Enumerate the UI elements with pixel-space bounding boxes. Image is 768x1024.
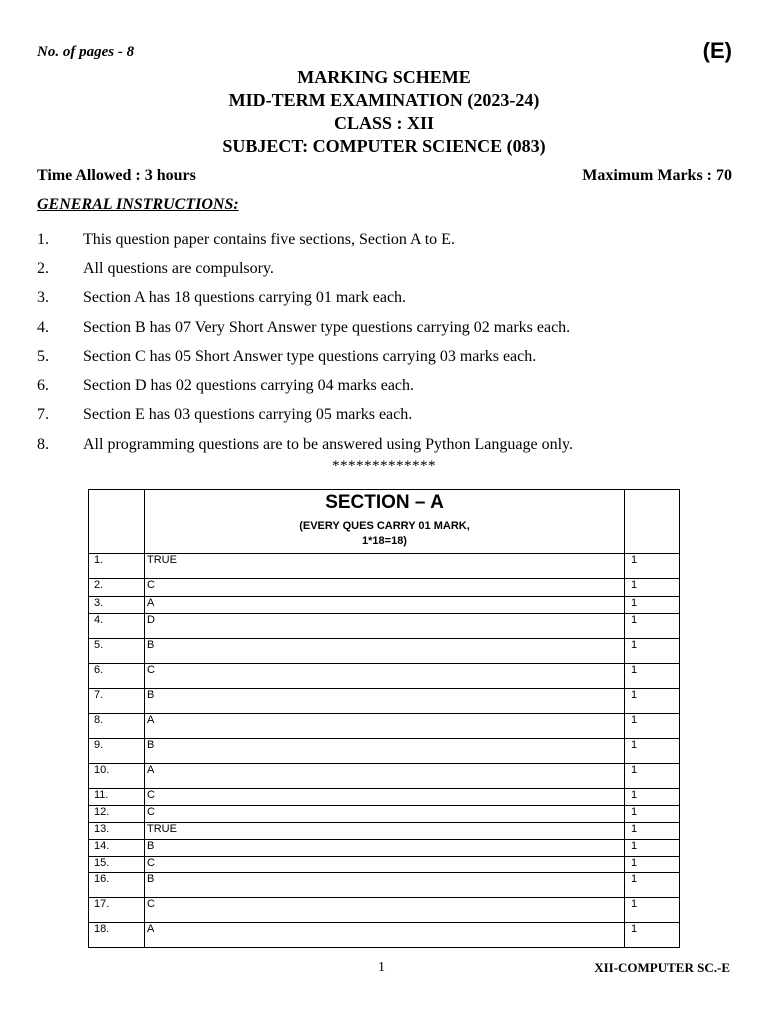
section-title: SECTION – A: [325, 492, 444, 513]
answer-row: [89, 579, 680, 597]
title-line: MARKING SCHEME: [297, 67, 471, 87]
answer-row: [89, 554, 680, 579]
instruction-item: [37, 430, 573, 459]
instruction-number: 4.: [37, 318, 49, 336]
marks-cell: 1: [625, 898, 680, 923]
question-number: 4.: [89, 614, 145, 639]
footer-code: XII-COMPUTER SC.-E: [594, 960, 730, 975]
instruction-item: [37, 342, 573, 371]
answer-row: [89, 806, 680, 823]
section-subtitle-line: 1*18=18): [362, 535, 407, 547]
question-number: 2.: [89, 579, 145, 597]
instruction-item: [37, 225, 573, 254]
question-number: 3.: [89, 597, 145, 614]
answer-cell: TRUE: [145, 823, 625, 840]
instruction-text: This question paper contains five sections, Section A to E.: [83, 230, 455, 248]
title-line: SUBJECT: COMPUTER SCIENCE (083): [222, 136, 546, 156]
question-number: 8.: [89, 714, 145, 739]
answer-cell: C: [145, 664, 625, 689]
marks-cell: 1: [625, 714, 680, 739]
instruction-text: Section A has 18 questions carrying 01 mark each.: [83, 289, 407, 307]
answer-cell: C: [145, 579, 625, 597]
answer-cell: B: [145, 639, 625, 664]
answer-row: [89, 898, 680, 923]
question-number: 5.: [89, 639, 145, 664]
instruction-text: Section C has 05 Short Answer type questions carrying 03 marks each.: [83, 347, 537, 365]
question-number: 9.: [89, 739, 145, 764]
question-number: 10.: [89, 764, 145, 789]
answer-row: [89, 689, 680, 714]
question-number: 1.: [89, 554, 145, 579]
instruction-number: 7.: [37, 406, 49, 424]
instruction-number: 5.: [37, 347, 49, 365]
answer-row: [89, 639, 680, 664]
instruction-item: [37, 313, 573, 342]
question-number: 13.: [89, 823, 145, 840]
marks-cell: 1: [625, 840, 680, 857]
question-number: 18.: [89, 923, 145, 948]
instruction-text: All programming questions are to be answered using Python Language only.: [83, 435, 573, 453]
instruction-number: 1.: [37, 230, 49, 248]
answer-cell: A: [145, 714, 625, 739]
instruction-number: 3.: [37, 289, 49, 307]
answer-row: [89, 739, 680, 764]
header-empty-cell: [89, 490, 145, 554]
marks-cell: 1: [625, 639, 680, 664]
answer-cell: C: [145, 898, 625, 923]
marks-cell: 1: [625, 664, 680, 689]
question-number: 16.: [89, 873, 145, 898]
max-marks: Maximum Marks : 70: [582, 167, 732, 184]
answer-cell: A: [145, 923, 625, 948]
instructions-list: [37, 225, 573, 459]
page-number: 1: [378, 960, 385, 975]
answer-cell: C: [145, 806, 625, 823]
instruction-number: 6.: [37, 377, 49, 395]
instruction-text: Section D has 02 questions carrying 04 marks each.: [83, 377, 415, 395]
answer-row: [89, 857, 680, 873]
title-line: CLASS : XII: [333, 113, 435, 133]
instruction-item: [37, 371, 573, 400]
header-empty-cell: [625, 490, 680, 554]
instruction-item: [37, 284, 573, 313]
separator-stars: *************: [332, 458, 436, 474]
question-number: 15.: [89, 857, 145, 873]
marks-cell: 1: [625, 857, 680, 873]
marks-cell: 1: [625, 554, 680, 579]
title-line: MID-TERM EXAMINATION (2023-24): [228, 90, 540, 110]
answer-row: [89, 614, 680, 639]
marks-cell: 1: [625, 764, 680, 789]
answer-cell: B: [145, 873, 625, 898]
section-subtitle-line: (EVERY QUES CARRY 01 MARK,: [299, 520, 470, 532]
section-subtitle: [147, 519, 622, 549]
marks-cell: 1: [625, 689, 680, 714]
instruction-text: All questions are compulsory.: [83, 259, 274, 277]
section-header-row: [89, 490, 680, 554]
question-number: 7.: [89, 689, 145, 714]
marks-cell: 1: [625, 873, 680, 898]
answer-cell: TRUE: [145, 554, 625, 579]
instruction-number: 2.: [37, 259, 49, 277]
marks-cell: 1: [625, 597, 680, 614]
question-number: 11.: [89, 789, 145, 806]
answer-row: [89, 597, 680, 614]
answer-cell: B: [145, 739, 625, 764]
answer-row: [89, 764, 680, 789]
answer-row: [89, 923, 680, 948]
answer-cell: B: [145, 689, 625, 714]
marks-cell: 1: [625, 739, 680, 764]
marks-cell: 1: [625, 823, 680, 840]
answer-cell: A: [145, 597, 625, 614]
answer-cell: C: [145, 789, 625, 806]
answer-row: [89, 789, 680, 806]
section-a-table: [88, 489, 680, 948]
answer-cell: A: [145, 764, 625, 789]
document-title-block: [0, 66, 768, 158]
time-allowed: Time Allowed : 3 hours: [37, 167, 196, 184]
marks-cell: 1: [625, 806, 680, 823]
pages-note: No. of pages - 8: [37, 44, 135, 60]
answer-cell: B: [145, 840, 625, 857]
instruction-text: Section E has 03 questions carrying 05 marks each.: [83, 406, 413, 424]
answer-row: [89, 664, 680, 689]
instruction-item: [37, 401, 573, 430]
instruction-number: 8.: [37, 435, 49, 453]
marks-cell: 1: [625, 614, 680, 639]
question-number: 6.: [89, 664, 145, 689]
instructions-heading: GENERAL INSTRUCTIONS:: [37, 196, 239, 213]
instruction-text: Section B has 07 Very Short Answer type questions carrying 02 marks each.: [83, 318, 571, 336]
instruction-item: [37, 254, 573, 283]
marks-cell: 1: [625, 923, 680, 948]
answer-cell: D: [145, 614, 625, 639]
answer-row: [89, 714, 680, 739]
marks-cell: 1: [625, 579, 680, 597]
answer-cell: C: [145, 857, 625, 873]
answer-row: [89, 873, 680, 898]
marks-cell: 1: [625, 789, 680, 806]
set-label: (E): [702, 38, 732, 63]
answer-row: [89, 823, 680, 840]
section-header-cell: [145, 490, 625, 554]
question-number: 14.: [89, 840, 145, 857]
question-number: 17.: [89, 898, 145, 923]
answer-row: [89, 840, 680, 857]
question-number: 12.: [89, 806, 145, 823]
